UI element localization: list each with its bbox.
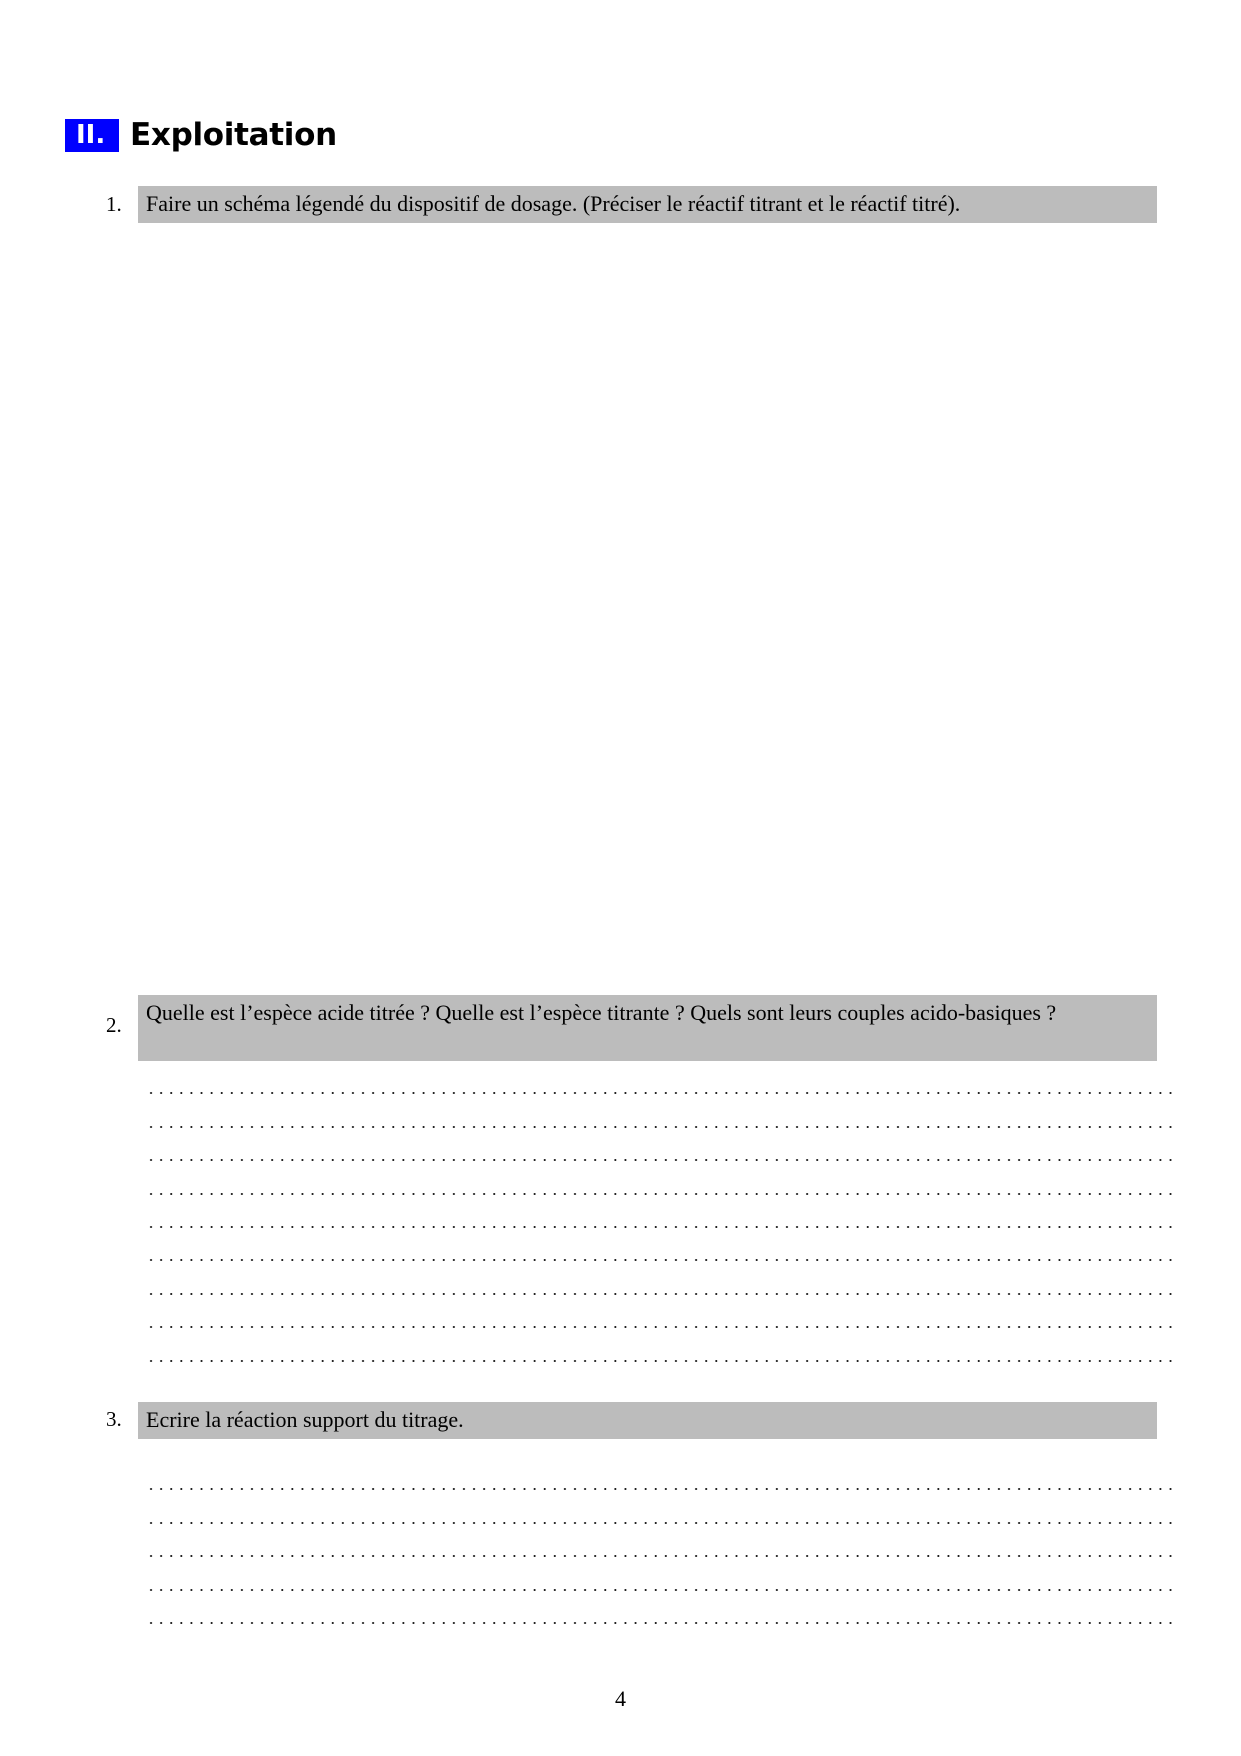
answer-line[interactable] xyxy=(146,1567,1174,1600)
answer-line[interactable] xyxy=(146,1338,1174,1371)
question-3-answer-lines[interactable] xyxy=(146,1467,1174,1634)
answer-line[interactable] xyxy=(146,1534,1174,1567)
question-3-text: Ecrire la réaction support du titrage. xyxy=(138,1402,1157,1439)
question-2-answer-lines[interactable] xyxy=(146,1071,1174,1372)
answer-line[interactable] xyxy=(146,1104,1174,1137)
answer-line[interactable] xyxy=(146,1271,1174,1304)
question-2-number: 2. xyxy=(106,1013,122,1037)
answer-line[interactable] xyxy=(146,1071,1174,1104)
answer-line[interactable] xyxy=(146,1305,1174,1338)
section-title: Exploitation xyxy=(130,117,337,153)
answer-line[interactable] xyxy=(146,1238,1174,1271)
answer-line[interactable] xyxy=(146,1138,1174,1171)
answer-line[interactable] xyxy=(146,1601,1174,1634)
section-heading xyxy=(65,116,337,154)
section-number-badge: II. xyxy=(65,119,119,152)
answer-line[interactable] xyxy=(146,1467,1174,1500)
page-number: 4 xyxy=(615,1686,626,1711)
answer-line[interactable] xyxy=(146,1500,1174,1533)
question-3-number: 3. xyxy=(106,1407,122,1431)
question-1-text: Faire un schéma légendé du dispositif de dosage. (Préciser le réactif titrant et le réactif titré). xyxy=(138,186,1157,223)
answer-line[interactable] xyxy=(146,1205,1174,1238)
answer-line[interactable] xyxy=(146,1171,1174,1204)
question-2-text: Quelle est l’espèce acide titrée ? Quelle est l’espèce titrante ? Quels sont leurs couples acido-basiques ? xyxy=(138,995,1157,1061)
question-1-number: 1. xyxy=(106,192,122,216)
